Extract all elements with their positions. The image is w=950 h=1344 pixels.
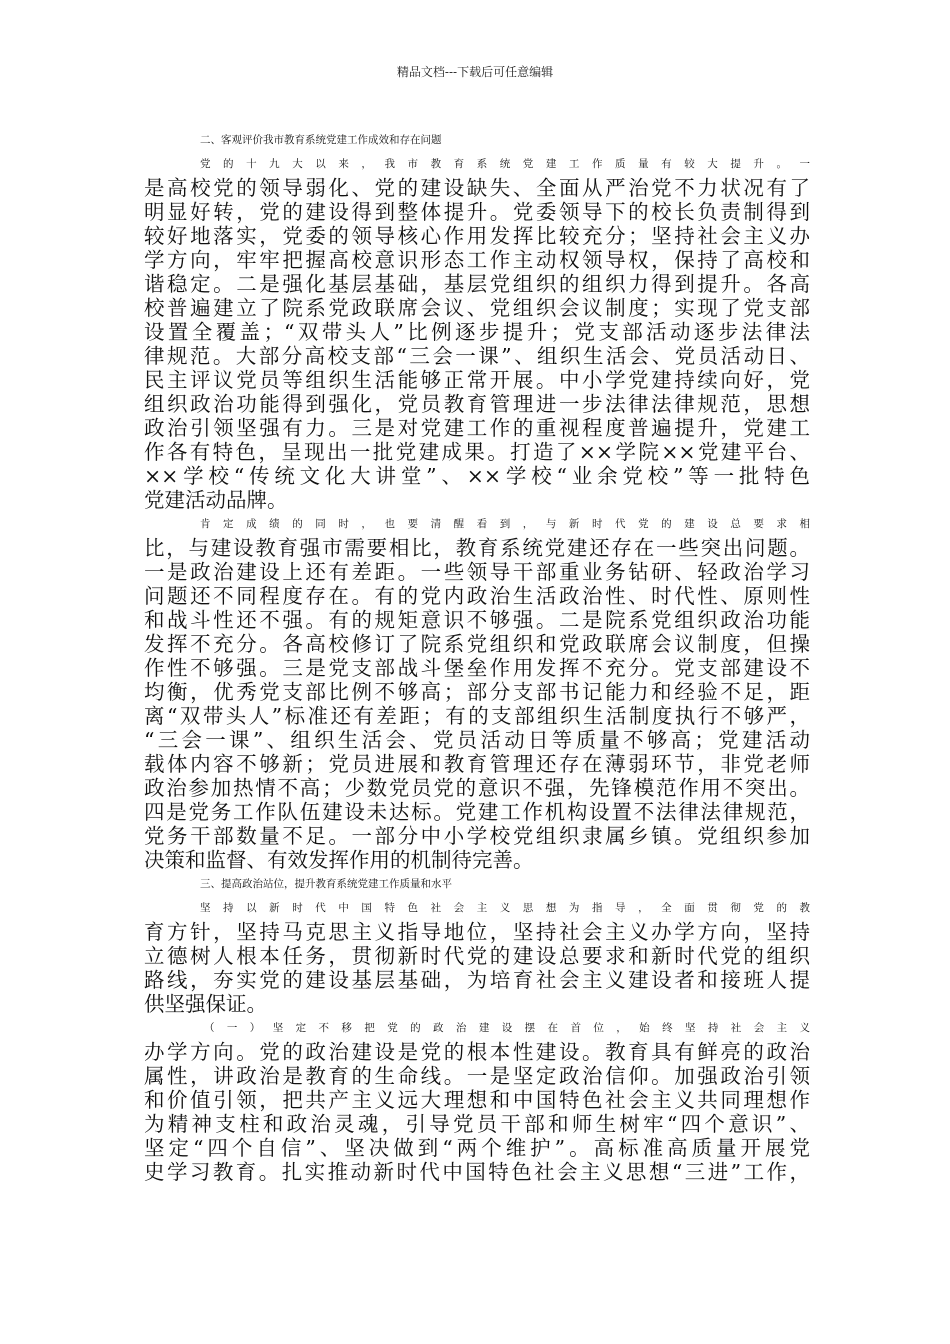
text-line: 均衡，优秀党支部比例不够高；部分支部书记能力和经验不足，距 [144,680,810,704]
text-line: 和战斗性还不强。有的规矩意识不够强。二是院系党组织政治功能 [144,608,810,632]
text-line: 谐稳定。二是强化基层基础，基层党组织的组织力得到提升。各高 [144,272,810,296]
document-body [144,128,810,1184]
text-line: 律规范。大部分高校支部“三会一课”、组织生活会、党员活动日、 [144,344,810,368]
text-line: 党务干部数量不足。一部分中小学校党组织隶属乡镇。党组织参加 [144,824,810,848]
section-heading: 二、客观评价我市教育系统党建工作成效和存在问题 [200,134,442,146]
text-line: 育方针，坚持马克思主义指导地位，坚持社会主义办学方向，坚持 [144,920,810,944]
text-line: 政治引领坚强有力。三是对党建工作的重视程度普遍提升，党建工 [144,416,810,440]
text-line: 党的十九大以来，我市教育系统党建工作质量有较大提升。一 [200,158,810,170]
text-line: 一是政治建设上还有差距。一些领导干部重业务钻研、轻政治学习 [144,560,810,584]
text-line: 问题还不同程度存在。有的党内政治生活政治性、时代性、原则性 [144,584,810,608]
text-line: ××学校“传统文化大讲堂”、××学校“业余党校”等一批特色 [144,464,810,488]
text-line: 决策和监督、有效发挥作用的机制待完善。 [144,848,534,872]
text-line: 和价值引领，把共产主义远大理想和中国特色社会主义共同理想作 [144,1088,810,1112]
text-line: 载体内容不够新；党员进展和教育管理还存在薄弱环节，非党老师 [144,752,810,776]
text-line: 是高校党的领导弱化、党的建设缺失、全面从严治党不力状况有了 [144,176,810,200]
text-line: 供坚强保证。 [144,992,267,1016]
text-line: 史学习教育。扎实推动新时代中国特色社会主义思想“三进”工作， [144,1160,810,1184]
text-line: 民主评议党员等组织生活能够正常开展。中小学党建持续向好，党 [144,368,810,392]
text-line: 组织政治功能得到强化，党员教育管理进一步法律法律规范，思想 [144,392,810,416]
text-line: 比，与建设教育强市需要相比，教育系统党建还存在一些突出问题。 [144,536,810,560]
text-line: 坚持以新时代中国特色社会主义思想为指导，全面贯彻党的教 [200,902,810,914]
text-line: 较好地落实，党委的领导核心作用发挥比较充分；坚持社会主义办 [144,224,810,248]
section-heading: 三、提高政治站位，提升教育系统党建工作质量和水平 [200,878,452,890]
page-header: 精品文档---下载后可任意编辑 [396,65,554,79]
text-line: 作性不够强。三是党支部战斗堡垒作用发挥不充分。党支部建设不 [144,656,810,680]
text-line: 立德树人根本任务，贯彻新时代党的建设总要求和新时代党的组织 [144,944,810,968]
text-line: （一）坚定不移把党的政治建设摆在首位，始终坚持社会主义 [204,1022,810,1034]
text-line: 设置全覆盖；“双带头人”比例逐步提升；党支部活动逐步法律法 [144,320,810,344]
text-line: 作各有特色，呈现出一批党建成果。打造了××学院××党建平台、 [144,440,810,464]
text-line: “三会一课”、组织生活会、党员活动日等质量不够高；党建活动 [144,728,810,752]
text-line: 属性，讲政治是教育的生命线。一是坚定政治信仰。加强政治引领 [144,1064,810,1088]
text-line: 肯定成绩的同时，也要清醒看到，与新时代党的建设总要求相 [200,518,810,530]
text-line: 路线，夯实党的建设基层基础，为培育社会主义建设者和接班人提 [144,968,810,992]
text-line: 办学方向。党的政治建设是党的根本性建设。教育具有鲜亮的政治 [144,1040,810,1064]
text-line: 党建活动品牌。 [144,488,288,512]
text-line: 四是党务工作队伍建设未达标。党建工作机构设置不法律法律规范， [144,800,810,824]
text-line: 发挥不充分。各高校修订了院系党组织和党政联席会议制度，但操 [144,632,810,656]
text-line: 政治参加热情不高；少数党员党的意识不强，先锋模范作用不突出。 [144,776,810,800]
text-line: 学方向，牢牢把握高校意识形态工作主动权领导权，保持了高校和 [144,248,810,272]
text-line: 离“双带头人”标准还有差距；有的支部组织生活制度执行不够严， [144,704,810,728]
text-line: 校普遍建立了院系党政联席会议、党组织会议制度；实现了党支部 [144,296,810,320]
text-line: 为精神支柱和政治灵魂，引导党员干部和师生树牢“四个意识”、 [144,1112,810,1136]
text-line: 明显好转，党的建设得到整体提升。党委领导下的校长负责制得到 [144,200,810,224]
text-line: 坚定“四个自信”、坚决做到“两个维护”。高标准高质量开展党 [144,1136,810,1160]
